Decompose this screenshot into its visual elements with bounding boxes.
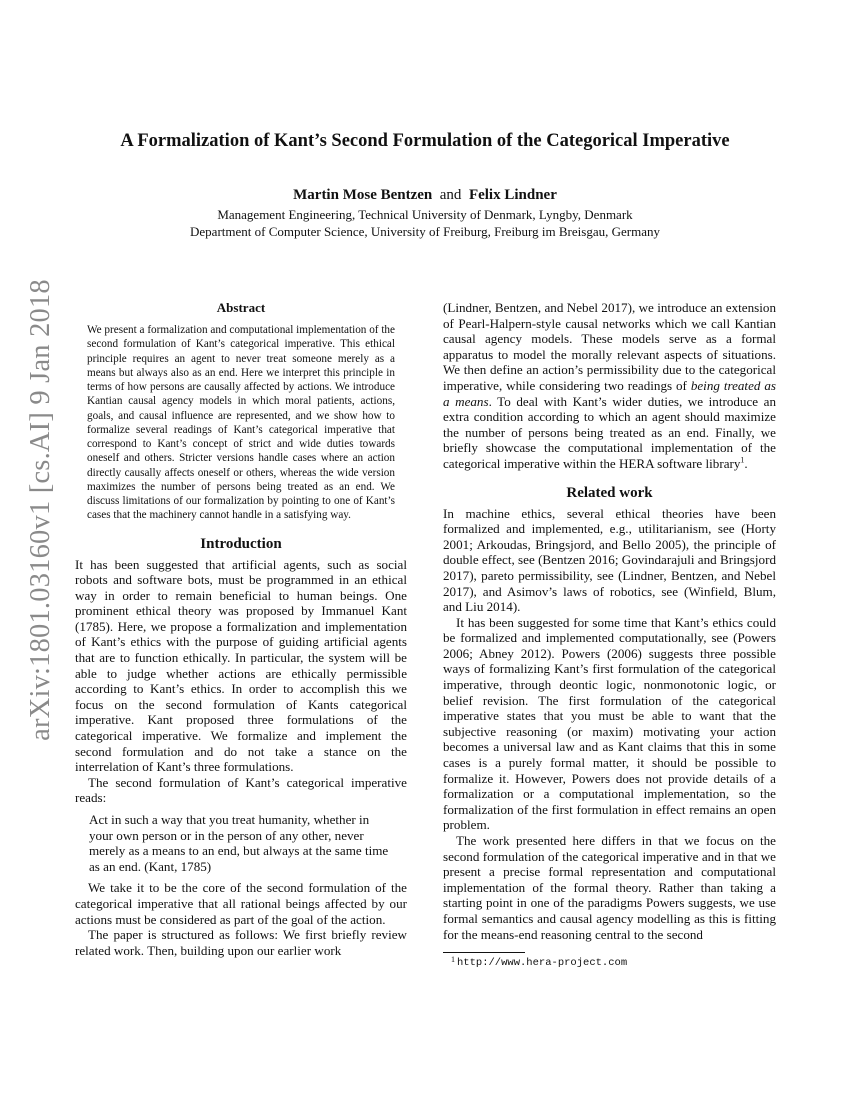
emphasis: being treated as a means xyxy=(443,377,776,409)
arxiv-identifier-text: arXiv:1801.03160v1 [cs.AI] 9 Jan 2018 xyxy=(25,279,56,741)
author-name: Martin Mose Bentzen xyxy=(293,187,433,203)
paragraph: It has been suggested for some time that Kant’s ethics could be formalized and implemented computationally, see (Powers 2006; Abney 2012). Powers (2006) suggests three possible ways of formalizing Kant’s first formulation of the categorical imperative, through deontic logic, nonmonotonic logic, or belief revision. The first formulation of the categorical imperative states that you must be able to want that the subjective reasoning (or maxim) motivating your action becomes a universal law and as Kant claims that this in some cases is a purely formal matter, it should be possible to formalize it. However, Powers does not provide details of a formalization or a computational implementation, so the formalization of the first formulation in effect remains an open problem. xyxy=(443,614,776,833)
right-column xyxy=(443,300,776,969)
paragraph: The paper is structured as follows: We first briefly review related work. Then, building upon our earlier work xyxy=(75,927,407,958)
paragraph xyxy=(443,300,776,472)
affiliation: Management Engineering, Technical University of Denmark, Lyngby, Denmark xyxy=(217,207,633,222)
paragraph: It has been suggested that artificial agents, such as social robots and software bots, must be programmed in an ethical way in order to remain beneficial to human beings. One prominent ethical theory was proposed by Immanuel Kant (1785). Here, we propose a formalization and implementation of Kant’s ethics with the purpose of guiding artificial agents that are to function ethically. In particular, the system will be able to judge whether actions are ethically permissible according to Kant’s ethics. In order to accomplish this we focus on the second formulation of Kants categorical imperative. Kant proposed three formulations of the categorical imperative. We formalize and implement the second formulation and do not take a stance on the interrelation of Kant’s three formulations. xyxy=(75,556,407,775)
author-line xyxy=(60,187,790,204)
footnote-divider xyxy=(443,952,525,953)
arxiv-identifier xyxy=(18,279,64,741)
abstract-heading: Abstract xyxy=(216,300,266,315)
paragraph: In machine ethics, several ethical theories have been formalized and implemented, e.g., utilitarianism, see (Horty 2001; Arkoudas, Bringsjord, and Bello 2005), the principle of double effect, see (Bentzen 2016; Govindarajuli and Bringsjord 2017), pareto permissibility, see (Lindner, Bentzen, and Nebel 2017), and Asimov’s laws of robotics, see (Winfield, Blum, and Liu 2014). xyxy=(443,505,776,615)
author-name: Felix Lindner xyxy=(468,187,557,203)
abstract-text: We present a formalization and computational implementation of the second formulation of Kant’s categorical imperative. This ethical principle requires an agent to never treat someone merely as a means but always also as an end. Here we interpret this principle in terms of how persons are causally affected by actions. We introduce Kantian causal agency models in which moral patients, actions, goals, and causal influence are represented, and we show how to formalize several readings of Kant’s categorical imperative that correspond to Kant’s concept of strict and wide duties towards oneself and others. Stricter versions handle cases where an action directly causally affects oneself or others, whereas the wide version maximizes the number of persons being treated as an end. We discuss limitations of our formalization by pointing to one of Kant’s cases that the machinery cannot handle in a satisfying way. xyxy=(87,324,395,522)
paragraph: We take it to be the core of the second formulation of the categorical imperative that all rational beings affected by our actions must be considered as part of the goal of the action. xyxy=(75,880,407,927)
paragraph-text: . xyxy=(744,455,748,471)
footnote-marker: 1 xyxy=(740,455,745,465)
left-column xyxy=(75,300,407,958)
paragraph: The work presented here differs in that we focus on the second formulation of the categorical imperative and in that we present a precise formal representation and computational implementation of the formal theory. Rather than taking a starting point in one of the paradigms Powers suggests, we use formal semantics and causal agency modelling as this is fitting for the means-end reasoning central to the second xyxy=(443,833,776,942)
related-work-heading: Related work xyxy=(566,484,653,501)
paper-title: A Formalization of Kant’s Second Formulation of the Categorical Imperative xyxy=(120,131,730,151)
paragraph: The second formulation of Kant’s categorical imperative reads: xyxy=(75,774,407,806)
affiliation: Department of Computer Science, University of Freiburg, Freiburg im Breisgau, Germany xyxy=(190,224,660,239)
footnote-url[interactable]: http://www.hera-project.com xyxy=(457,957,628,970)
footnote: 1 http://www.hera-project.com xyxy=(451,955,628,970)
introduction-heading: Introduction xyxy=(200,535,282,552)
paragraph-text: . To deal with Kant’s wider duties, we introduce an extra condition according to which an agent should maximize the number of persons being treated as an end. Finally, we briefly showcase the computational implementation of the categorical imperative within the HERA software library xyxy=(443,393,777,471)
block-quote: Act in such a way that you treat humanity, whether in your own person or in the person of any other, never merely as a means to an end, but always at the same time as an end. (Kant, 1785) xyxy=(89,812,389,874)
paragraph-text: (Lindner, Bentzen, and Nebel 2017), we introduce an extension of Pearl-Halpern-style causal networks which we call Kantian causal agency models. These models serve as a formal apparatus to model the morally relevant aspects of situations. We then define an action’s permissibility due to the categorical imperative, while considering two readings of xyxy=(443,300,776,393)
author-conjunction: and xyxy=(439,187,462,203)
